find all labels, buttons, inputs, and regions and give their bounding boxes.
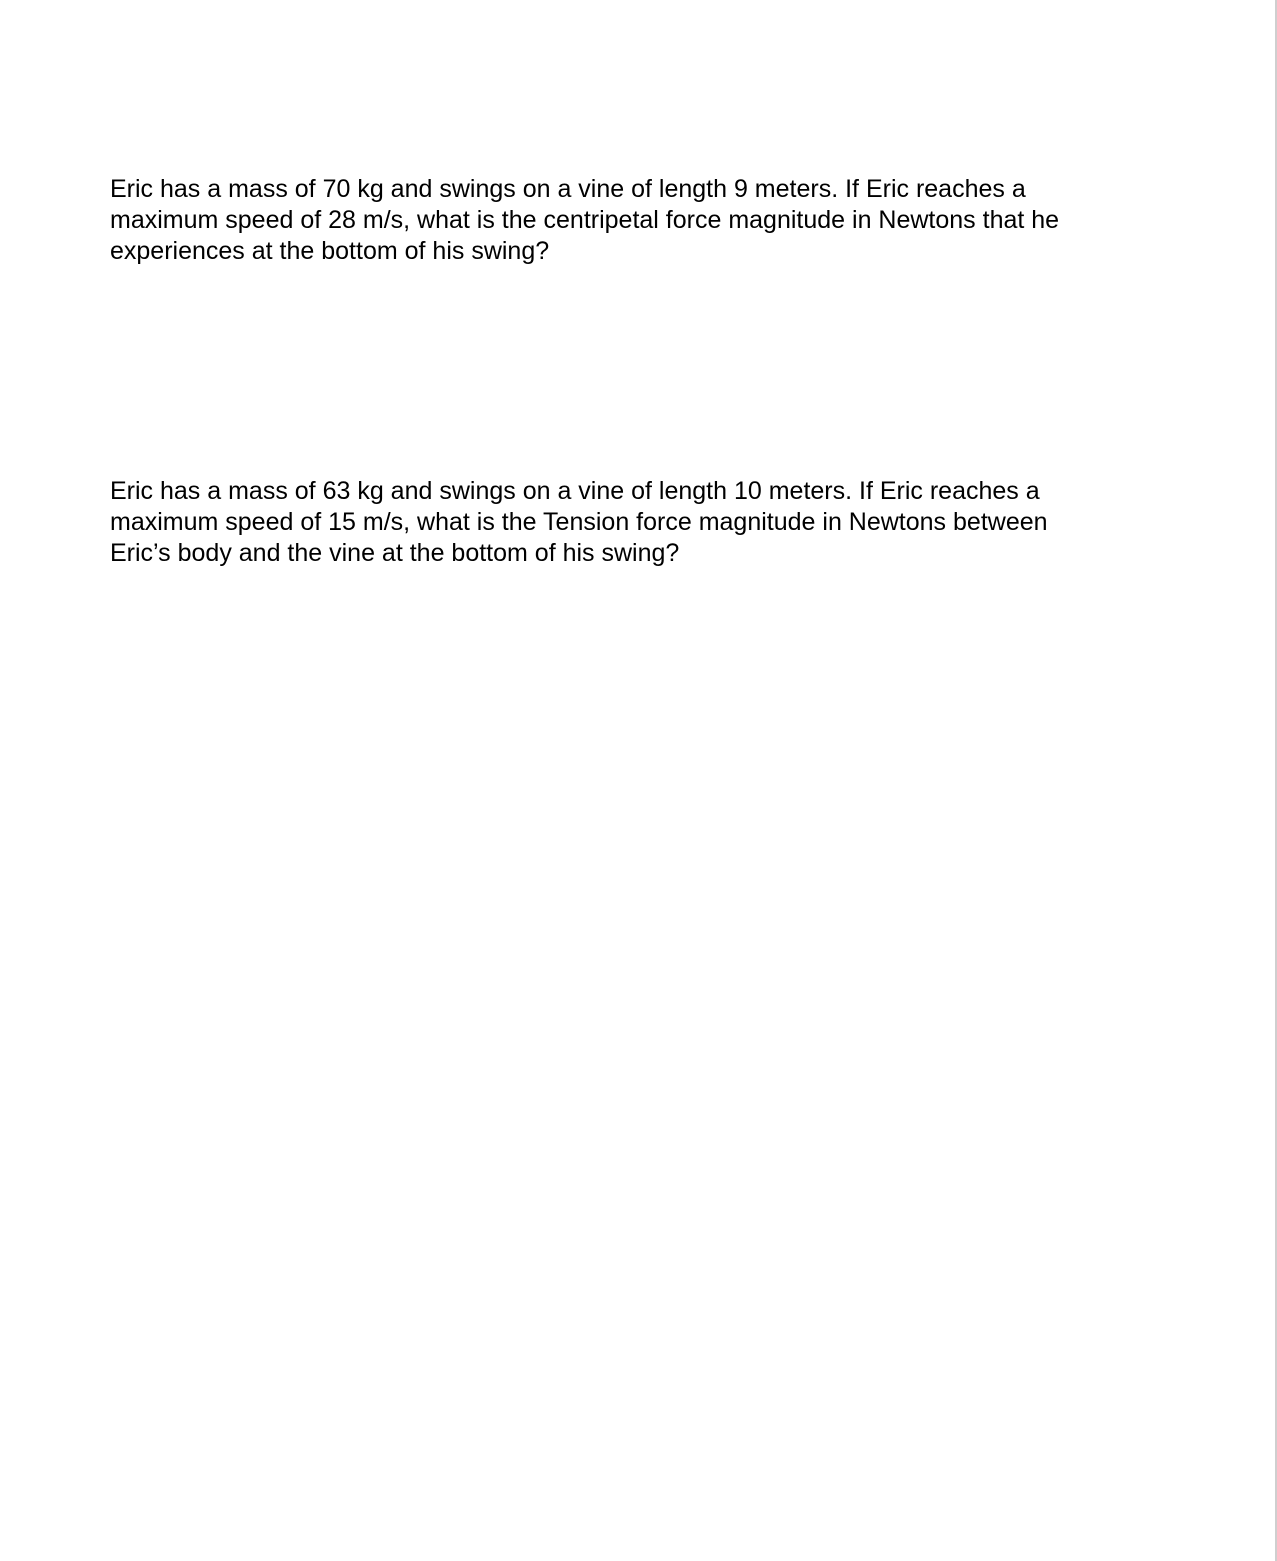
question-1-line-1: Eric has a mass of 70 kg and swings on a vine of length 9 meters. If Eric reaches a [110, 175, 1026, 203]
question-2-line-1: Eric has a mass of 63 kg and swings on a vine of length 10 meters. If Eric reaches a [110, 477, 1040, 505]
question-2 [110, 476, 1120, 569]
question-1-line-3: experiences at the bottom of his swing? [110, 237, 550, 265]
question-2-line-3: Eric’s body and the vine at the bottom of his swing? [110, 539, 680, 567]
question-1-line-2: maximum speed of 28 m/s, what is the centripetal force magnitude in Newtons that he [110, 206, 1060, 234]
question-1 [110, 174, 1120, 267]
question-2-line-2: maximum speed of 15 m/s, what is the Tension force magnitude in Newtons between [110, 508, 1048, 536]
